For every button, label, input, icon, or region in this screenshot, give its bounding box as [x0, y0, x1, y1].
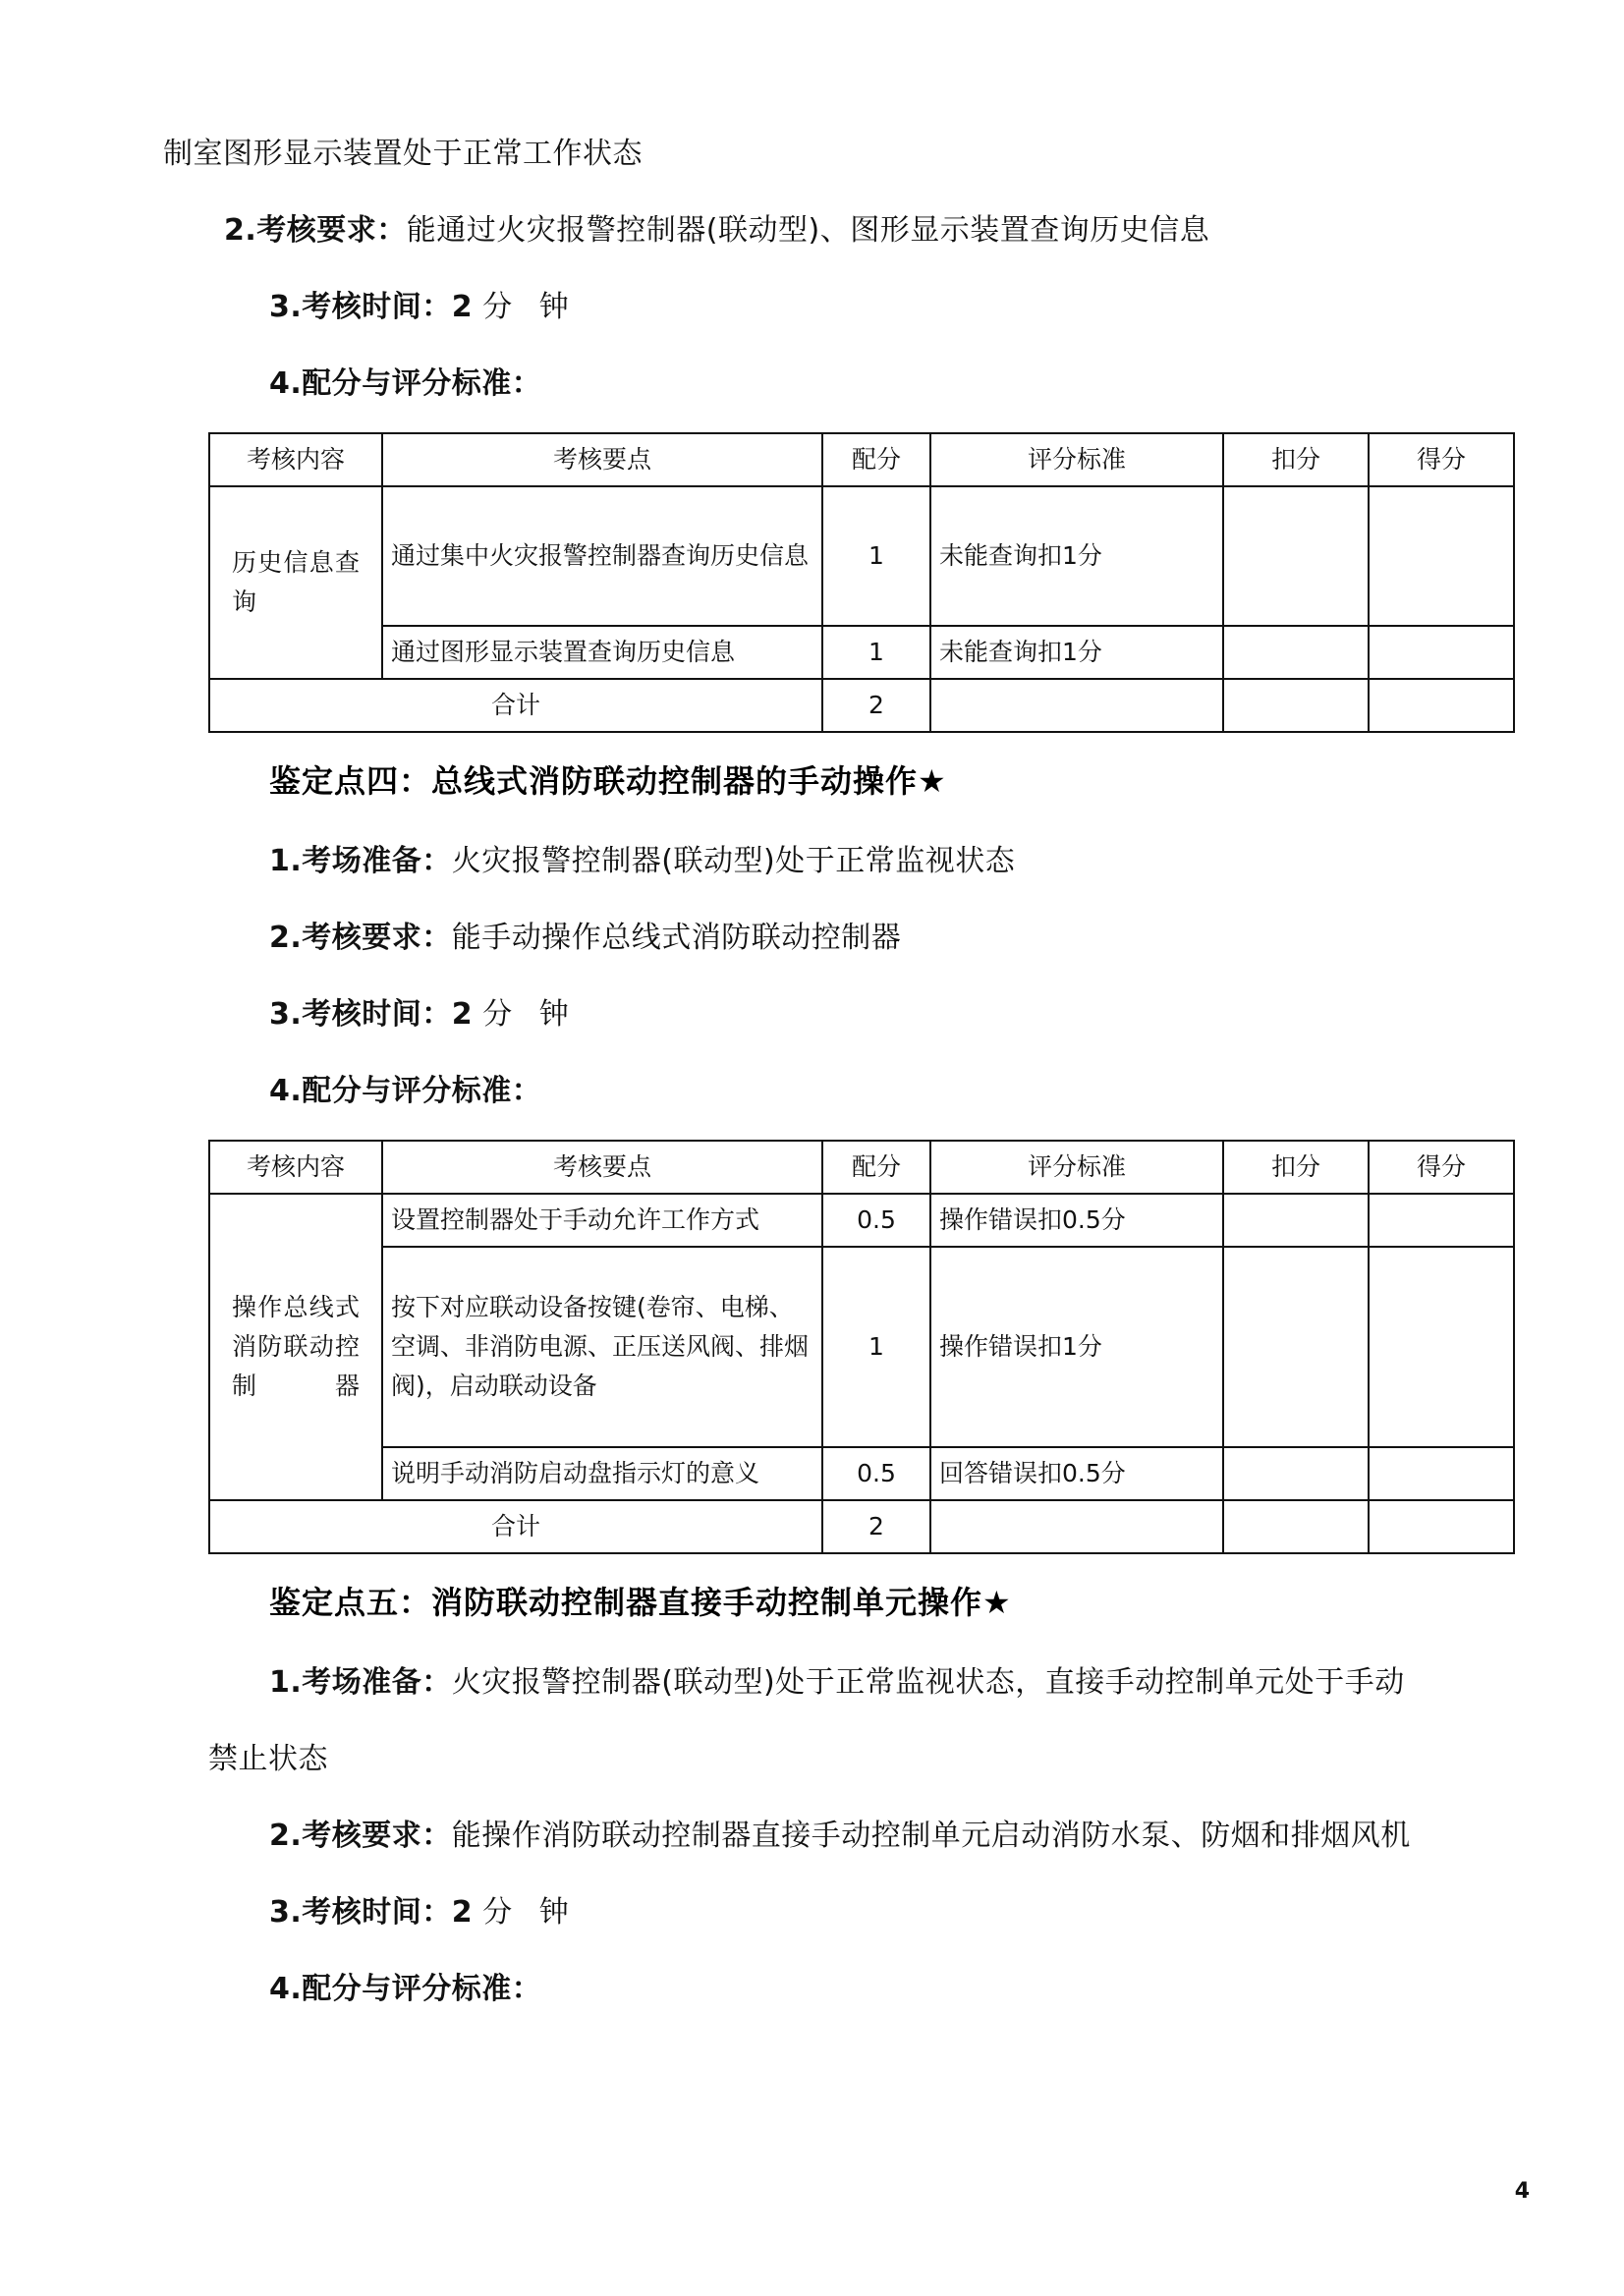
p5-scoring-number: 4.	[269, 1972, 303, 2006]
p4-scoring-heading	[208, 1053, 1417, 1130]
cell-total-deduct	[1223, 679, 1369, 732]
p4-duration-value: 2	[451, 997, 474, 1032]
cell-deduct	[1223, 1447, 1369, 1500]
b3-scoring-label: 配分与评分标准：	[302, 366, 542, 401]
p5-duration-paragraph	[208, 1875, 1417, 1951]
p5-duration-number: 3.	[269, 1895, 303, 1930]
table-row	[209, 486, 1514, 626]
cell-total-criteria	[930, 679, 1223, 732]
cell-deduct	[1223, 1194, 1369, 1247]
cell-gain	[1369, 486, 1514, 626]
col-header-gain: 得分	[1369, 1141, 1514, 1194]
cell-content-label-text: 历史信息查询	[232, 548, 360, 616]
cell-score: 1	[822, 1247, 930, 1447]
table-row	[209, 626, 1514, 679]
p4-scoring-number: 4.	[269, 1074, 303, 1108]
table-total-row	[209, 679, 1514, 732]
p4-preparation-label: 考场准备：	[302, 844, 452, 878]
cell-content-label	[209, 486, 382, 679]
p4-preparation-text: 火灾报警控制器(联动型)处于正常监视状态	[451, 844, 1016, 878]
p5-preparation-label: 考场准备：	[302, 1665, 452, 1700]
table-row	[209, 1194, 1514, 1247]
cell-point: 设置控制器处于手动允许工作方式	[382, 1194, 822, 1247]
cell-deduct	[1223, 1247, 1369, 1447]
table-header-row	[209, 433, 1514, 486]
cell-deduct	[1223, 486, 1369, 626]
p5-duration-unit: 分 钟	[482, 1895, 578, 1930]
cell-content-label-text: 操作总线式消防联动控制器	[232, 1293, 360, 1400]
p4-requirement-number: 2.	[269, 921, 303, 955]
cell-criteria: 操作错误扣1分	[930, 1247, 1223, 1447]
p4-requirement-paragraph	[208, 900, 1417, 977]
b3-duration-number: 3.	[269, 290, 303, 324]
cell-gain	[1369, 626, 1514, 679]
cell-total-score: 2	[822, 679, 930, 732]
continuation-text: 制室图形显示装置处于正常工作状态	[163, 137, 643, 171]
col-header-score: 配分	[822, 1141, 930, 1194]
cell-point: 通过图形显示装置查询历史信息	[382, 626, 822, 679]
b3-duration-paragraph	[208, 269, 1417, 346]
cell-content-label	[209, 1194, 382, 1500]
p4-preparation-number: 1.	[269, 844, 303, 878]
cell-gain	[1369, 1447, 1514, 1500]
col-header-gain: 得分	[1369, 433, 1514, 486]
table-total-row	[209, 1500, 1514, 1553]
p5-duration-value: 2	[451, 1895, 474, 1930]
cell-gain	[1369, 1194, 1514, 1247]
p5-requirement-number: 2.	[269, 1819, 303, 1853]
p5-requirement-label: 考核要求：	[302, 1819, 452, 1853]
p4-duration-paragraph	[208, 977, 1417, 1053]
col-header-content: 考核内容	[209, 433, 382, 486]
col-header-content: 考核内容	[209, 1141, 382, 1194]
p4-duration-number: 3.	[269, 997, 303, 1032]
cell-point: 说明手动消防启动盘指示灯的意义	[382, 1447, 822, 1500]
cell-deduct	[1223, 626, 1369, 679]
cell-total-label: 合计	[209, 679, 822, 732]
b3-requirement-label: 考核要求：	[256, 213, 407, 248]
p5-requirement-text: 能操作消防联动控制器直接手动控制单元启动消防水泵、防烟和排烟风机	[451, 1819, 1411, 1853]
b3-requirement-number: 2.	[224, 213, 257, 248]
cell-score: 0.5	[822, 1447, 930, 1500]
page-number: 4	[1514, 2179, 1530, 2204]
cell-total-criteria	[930, 1500, 1223, 1553]
p5-preparation-text: 火灾报警控制器(联动型)处于正常监视状态，直接手动控制单元处于手动禁止状态	[208, 1665, 1405, 1776]
b3-duration-value: 2	[451, 290, 474, 324]
col-header-criteria: 评分标准	[930, 433, 1223, 486]
scoring-table-three	[208, 432, 1515, 733]
cell-criteria: 回答错误扣0.5分	[930, 1447, 1223, 1500]
cell-total-score: 2	[822, 1500, 930, 1553]
p5-duration-label: 考核时间：	[302, 1895, 452, 1930]
page-content	[163, 116, 1466, 2028]
cell-total-gain	[1369, 1500, 1514, 1553]
b3-scoring-heading	[208, 346, 1417, 422]
p5-scoring-label: 配分与评分标准：	[302, 1972, 542, 2006]
continuation-line	[163, 116, 1417, 193]
col-header-score: 配分	[822, 433, 930, 486]
b3-requirement-text: 能通过火灾报警控制器(联动型)、图形显示装置查询历史信息	[406, 213, 1210, 248]
col-header-criteria: 评分标准	[930, 1141, 1223, 1194]
cell-point: 按下对应联动设备按键(卷帘、电梯、空调、非消防电源、正压送风阀、排烟阀)，启动联动设备	[382, 1247, 822, 1447]
b3-duration-unit: 分 钟	[482, 290, 578, 324]
cell-total-gain	[1369, 679, 1514, 732]
table-header-row	[209, 1141, 1514, 1194]
p5-preparation-number: 1.	[269, 1665, 303, 1700]
p4-requirement-text: 能手动操作总线式消防联动控制器	[451, 921, 902, 955]
cell-score: 0.5	[822, 1194, 930, 1247]
p4-duration-unit: 分 钟	[482, 997, 578, 1032]
col-header-point: 考核要点	[382, 1141, 822, 1194]
section-heading-point-four: 鉴定点四：总线式消防联动控制器的手动操作★	[269, 762, 947, 800]
cell-point: 通过集中火灾报警控制器查询历史信息	[382, 486, 822, 626]
col-header-deduct: 扣分	[1223, 433, 1369, 486]
cell-criteria: 未能查询扣1分	[930, 486, 1223, 626]
p4-preparation-paragraph	[208, 823, 1417, 900]
scoring-table-point-four	[208, 1140, 1515, 1554]
p5-requirement-paragraph	[208, 1798, 1417, 1875]
cell-score: 1	[822, 626, 930, 679]
section-heading-point-five: 鉴定点五：消防联动控制器直接手动控制单元操作★	[269, 1584, 1012, 1621]
cell-criteria: 操作错误扣0.5分	[930, 1194, 1223, 1247]
p4-scoring-label: 配分与评分标准：	[302, 1074, 542, 1108]
b3-requirement-paragraph	[163, 193, 1417, 269]
p5-scoring-heading	[208, 1951, 1417, 2028]
b3-duration-label: 考核时间：	[302, 290, 452, 324]
col-header-point: 考核要点	[382, 433, 822, 486]
cell-total-deduct	[1223, 1500, 1369, 1553]
p4-duration-label: 考核时间：	[302, 997, 452, 1032]
p5-preparation-paragraph	[208, 1645, 1417, 1798]
b3-scoring-number: 4.	[269, 366, 303, 401]
cell-criteria: 未能查询扣1分	[930, 626, 1223, 679]
cell-gain	[1369, 1247, 1514, 1447]
p4-requirement-label: 考核要求：	[302, 921, 452, 955]
table-row	[209, 1447, 1514, 1500]
cell-score: 1	[822, 486, 930, 626]
table-row	[209, 1247, 1514, 1447]
cell-total-label: 合计	[209, 1500, 822, 1553]
col-header-deduct: 扣分	[1223, 1141, 1369, 1194]
